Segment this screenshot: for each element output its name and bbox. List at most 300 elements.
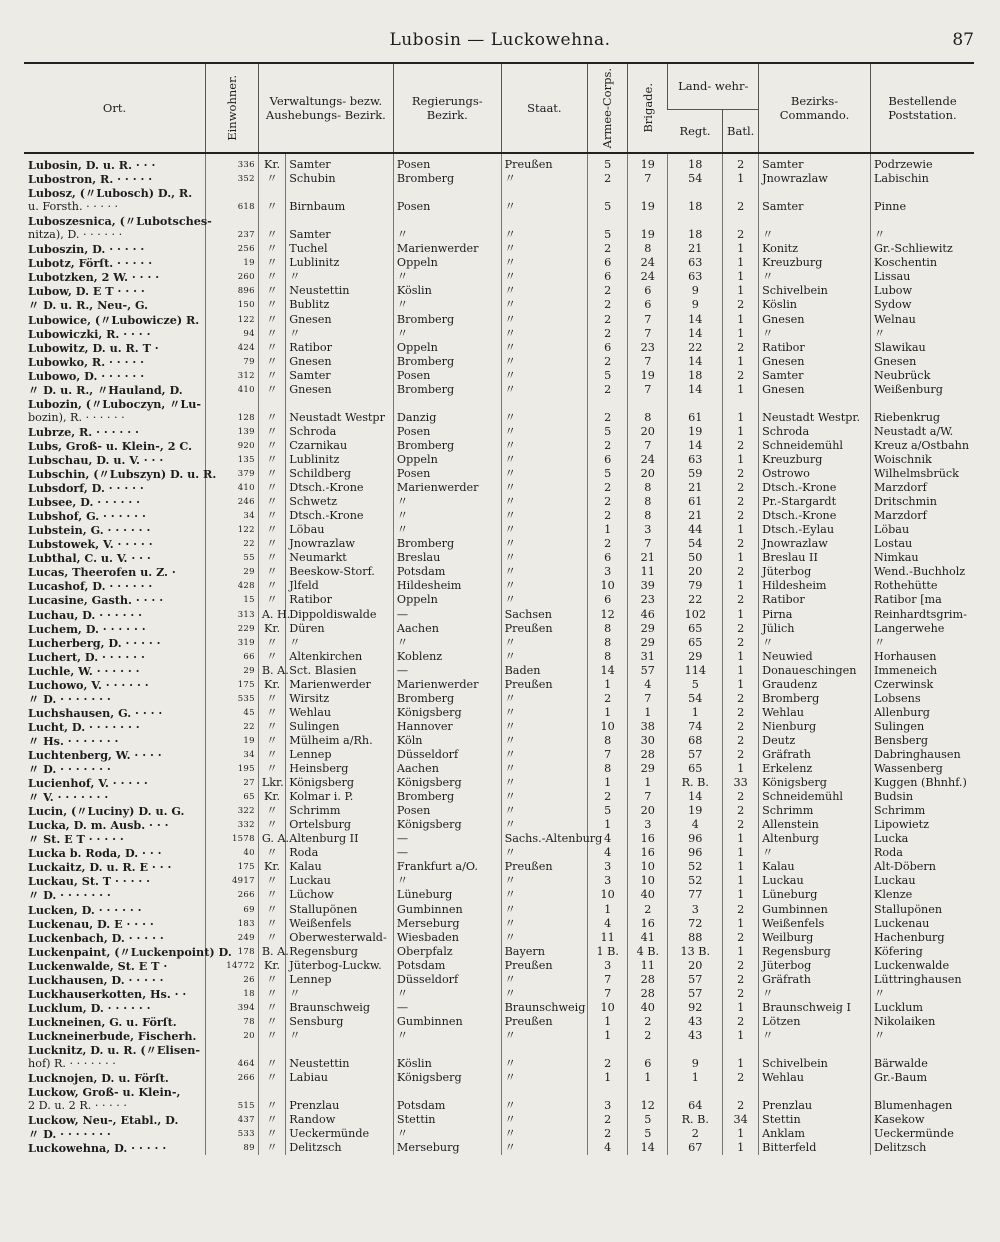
cell-ort: Luckenau, D. E · · · · (28, 916, 154, 931)
cell-bezirks-commando: Dtsch.-Krone (759, 509, 871, 523)
table-row (24, 1029, 974, 1043)
cell-einwohner: 336 (206, 153, 259, 172)
cell-armee-corps: 10 (588, 888, 628, 902)
cell-regierung: Marienwerder (393, 242, 501, 256)
cell-batl: 1 (723, 888, 759, 902)
cell-regierung: 〃 (393, 495, 501, 509)
cell-regierung: Bromberg (393, 537, 501, 551)
cell-batl: 1 (723, 1127, 759, 1141)
table-row (24, 1057, 974, 1071)
cell-bezirks-commando: Erkelenz (759, 762, 871, 776)
cell-brigade: 4 (628, 678, 668, 692)
cell-staat: 〃 (501, 720, 588, 734)
cell-ort: Lucherberg, D. · · · · · (28, 635, 161, 650)
cell-poststation: Lüttringhausen (870, 973, 974, 987)
cell-verwaltung: Wirsitz (286, 692, 394, 706)
cell-staat (501, 214, 588, 228)
cell-poststation: Luckau (870, 874, 974, 888)
cell-batl: 2 (723, 987, 759, 1001)
cell-batl: 2 (723, 706, 759, 720)
cell-batl: 1 (723, 172, 759, 186)
cell-ort: Luckhauserkotten, Hs. · · (28, 986, 187, 1001)
cell-verwaltung: Sct. Blasien (286, 664, 394, 678)
cell-bezirks-commando: 〃 (759, 1029, 871, 1043)
cell-batl: 33 (723, 776, 759, 790)
cell-regierung: Düsseldorf (393, 973, 501, 987)
cell-brigade: 8 (628, 411, 668, 425)
cell-armee-corps: 2 (588, 509, 628, 523)
cell-poststation: Ratibor [ma (870, 593, 974, 607)
cell-batl: 1 (723, 1001, 759, 1015)
table-row (24, 804, 974, 818)
cell-regierung: Merseburg (393, 1141, 501, 1155)
cell-brigade: 7 (628, 313, 668, 327)
cell-bezirks-commando: Jnowrazlaw (759, 537, 871, 551)
cell-ort: 2 D. u. 2 R. · · · · · (28, 1099, 127, 1113)
cell-bezirks-commando: Regensburg (759, 945, 871, 959)
cell-einwohner: 920 (206, 439, 259, 453)
cell-armee-corps: 2 (588, 790, 628, 804)
cell-bezirks-commando: Lötzen (759, 1015, 871, 1029)
cell-einwohner: 410 (206, 481, 259, 495)
cell-verwaltung (286, 214, 394, 228)
cell-regierung: Düsseldorf (393, 748, 501, 762)
cell-regierung: — (393, 608, 501, 622)
cell-verwaltung: Neumarkt (286, 551, 394, 565)
table-row (24, 790, 974, 804)
cell-regierung: Posen (393, 425, 501, 439)
cell-einwohner: 34 (206, 748, 259, 762)
cell-armee-corps: 8 (588, 636, 628, 650)
cell-batl: 1 (723, 832, 759, 846)
cell-poststation: Marzdorf (870, 509, 974, 523)
cell-batl: 2 (723, 804, 759, 818)
cell-batl: 2 (723, 818, 759, 832)
cell-armee-corps (588, 397, 628, 411)
cell-regierung: Merseburg (393, 917, 501, 931)
cell-batl: 1 (723, 355, 759, 369)
cell-batl: 2 (723, 495, 759, 509)
cell-armee-corps: 8 (588, 762, 628, 776)
cell-einwohner: 19 (206, 734, 259, 748)
cell-batl (723, 1043, 759, 1057)
cell-kreis-type (258, 214, 285, 228)
cell-regt: 5 (668, 678, 723, 692)
cell-armee-corps: 4 (588, 1141, 628, 1155)
cell-ort: bozin), R. · · · · · · (28, 410, 125, 424)
cell-regierung: Gumbinnen (393, 1015, 501, 1029)
cell-regt (668, 214, 723, 228)
cell-batl (723, 186, 759, 200)
cell-batl: 1 (723, 846, 759, 860)
cell-ort: 〃 D. u. R., Neu-, G. (28, 298, 149, 313)
cell-batl: 2 (723, 439, 759, 453)
table-row (24, 762, 974, 776)
cell-regt: 52 (668, 860, 723, 874)
cell-regierung: 〃 (393, 1029, 501, 1043)
cell-einwohner: 22 (206, 537, 259, 551)
cell-armee-corps: 6 (588, 551, 628, 565)
cell-verwaltung (286, 186, 394, 200)
cell-einwohner (206, 214, 259, 228)
cell-ort: 〃 D. u. R., 〃Hauland, D. (28, 382, 183, 397)
cell-poststation: Rothehütte (870, 579, 974, 593)
cell-poststation: Dabringhausen (870, 748, 974, 762)
cell-kreis-type: 〃 (258, 298, 285, 312)
cell-poststation: Stallupönen (870, 902, 974, 916)
cell-armee-corps: 1 (588, 902, 628, 916)
cell-bezirks-commando (759, 214, 871, 228)
cell-bezirks-commando: Graudenz (759, 678, 871, 692)
cell-armee-corps: 5 (588, 228, 628, 242)
cell-regt: R. B. (668, 776, 723, 790)
cell-regierung: Marienwerder (393, 481, 501, 495)
cell-brigade: 3 (628, 523, 668, 537)
cell-bezirks-commando: Ratibor (759, 593, 871, 607)
cell-poststation: Wilhelmsbrück (870, 467, 974, 481)
cell-kreis-type: 〃 (258, 593, 285, 607)
cell-regt: 61 (668, 495, 723, 509)
cell-regierung: Posen (393, 467, 501, 481)
cell-staat: 〃 (501, 987, 588, 1001)
cell-regt: 20 (668, 959, 723, 973)
table-row (24, 256, 974, 270)
cell-ort: Lubowitz, D. u. R. T · (28, 340, 159, 355)
cell-verwaltung: Neustettin (286, 1057, 394, 1071)
cell-kreis-type: 〃 (258, 748, 285, 762)
cell-einwohner: 15 (206, 593, 259, 607)
cell-einwohner: 533 (206, 1127, 259, 1141)
cell-einwohner: 352 (206, 172, 259, 186)
cell-poststation (870, 397, 974, 411)
cell-kreis-type (258, 397, 285, 411)
cell-batl: 2 (723, 228, 759, 242)
cell-verwaltung: Schildberg (286, 467, 394, 481)
cell-batl: 2 (723, 565, 759, 579)
cell-bezirks-commando: 〃 (759, 636, 871, 650)
cell-ort: Luchtenberg, W. · · · · (28, 747, 162, 762)
cell-kreis-type: 〃 (258, 481, 285, 495)
cell-staat: 〃 (501, 1113, 588, 1127)
cell-armee-corps: 1 (588, 678, 628, 692)
table-row (24, 341, 974, 355)
col-header-bezirks-commando: Bezirks- Commando. (759, 63, 871, 153)
cell-einwohner: 14772 (206, 959, 259, 973)
cell-armee-corps: 10 (588, 720, 628, 734)
cell-verwaltung: Jnowrazlaw (286, 537, 394, 551)
table-row (24, 425, 974, 439)
cell-poststation: Dritschmin (870, 495, 974, 509)
cell-batl: 34 (723, 1113, 759, 1127)
cell-regierung: Marienwerder (393, 678, 501, 692)
cell-staat (501, 1043, 588, 1057)
cell-regt: 9 (668, 298, 723, 312)
col-header-brigade (628, 63, 668, 153)
cell-poststation: Budsin (870, 790, 974, 804)
cell-verwaltung: Wehlau (286, 706, 394, 720)
cell-batl: 1 (723, 551, 759, 565)
table-row (24, 313, 974, 327)
cell-brigade: 40 (628, 1001, 668, 1015)
cell-bezirks-commando: Schivelbein (759, 1057, 871, 1071)
cell-batl: 2 (723, 593, 759, 607)
cell-regierung: Oppeln (393, 453, 501, 467)
cell-staat (501, 1085, 588, 1099)
cell-brigade: 19 (628, 153, 668, 172)
table-row (24, 1015, 974, 1029)
cell-brigade: 14 (628, 1141, 668, 1155)
cell-batl: 1 (723, 1057, 759, 1071)
cell-staat: 〃 (501, 256, 588, 270)
cell-armee-corps: 2 (588, 411, 628, 425)
cell-armee-corps: 4 (588, 846, 628, 860)
cell-regierung: Posen (393, 804, 501, 818)
cell-bezirks-commando (759, 397, 871, 411)
cell-ort: Luckenpaint, (〃Luckenpoint) D. (28, 944, 232, 959)
cell-verwaltung: Labiau (286, 1071, 394, 1085)
cell-staat: 〃 (501, 467, 588, 481)
cell-einwohner: 1578 (206, 832, 259, 846)
cell-armee-corps: 3 (588, 1099, 628, 1113)
cell-poststation: Riebenkrug (870, 411, 974, 425)
cell-batl: 1 (723, 650, 759, 664)
cell-kreis-type: 〃 (258, 1029, 285, 1043)
cell-staat: 〃 (501, 270, 588, 284)
cell-regierung: Posen (393, 200, 501, 214)
cell-poststation: Schrimm (870, 804, 974, 818)
cell-batl: 1 (723, 453, 759, 467)
cell-bezirks-commando: Neustadt Westpr. (759, 411, 871, 425)
cell-armee-corps: 2 (588, 1057, 628, 1071)
cell-regt: 14 (668, 327, 723, 341)
cell-regt (668, 186, 723, 200)
cell-poststation: 〃 (870, 987, 974, 1001)
cell-armee-corps: 1 (588, 818, 628, 832)
cell-kreis-type: 〃 (258, 383, 285, 397)
cell-batl: 2 (723, 790, 759, 804)
cell-ort: Lucklum, D. · · · · · · (28, 1000, 151, 1015)
cell-brigade: 46 (628, 608, 668, 622)
table-row (24, 1071, 974, 1085)
cell-regierung: Königsberg (393, 818, 501, 832)
cell-staat: 〃 (501, 341, 588, 355)
cell-ort: Luckau, St. T · · · · · (28, 874, 151, 889)
cell-regierung: Bromberg (393, 790, 501, 804)
table-row (24, 355, 974, 369)
cell-poststation (870, 214, 974, 228)
cell-armee-corps: 11 (588, 931, 628, 945)
cell-bezirks-commando (759, 186, 871, 200)
cell-regierung: Oppeln (393, 256, 501, 270)
cell-staat: Preußen (501, 678, 588, 692)
cell-regierung: 〃 (393, 509, 501, 523)
cell-ort: Luchshausen, G. · · · · (28, 705, 163, 720)
cell-bezirks-commando: Schneidemühl (759, 439, 871, 453)
cell-bezirks-commando: Schivelbein (759, 284, 871, 298)
cell-brigade: 7 (628, 439, 668, 453)
cell-poststation: 〃 (870, 228, 974, 242)
cell-bezirks-commando: Schroda (759, 425, 871, 439)
cell-poststation: Lobsens (870, 692, 974, 706)
cell-poststation: Bensberg (870, 734, 974, 748)
cell-bezirks-commando: Wehlau (759, 1071, 871, 1085)
cell-poststation: Lostau (870, 537, 974, 551)
cell-armee-corps: 1 (588, 1015, 628, 1029)
cell-einwohner: 312 (206, 369, 259, 383)
cell-kreis-type: 〃 (258, 425, 285, 439)
cell-regierung: Oppeln (393, 593, 501, 607)
cell-batl: 2 (723, 959, 759, 973)
cell-regt: 21 (668, 509, 723, 523)
cell-batl: 1 (723, 664, 759, 678)
cell-poststation: Welnau (870, 313, 974, 327)
cell-kreis-type: 〃 (258, 495, 285, 509)
cell-staat: 〃 (501, 706, 588, 720)
cell-batl: 1 (723, 762, 759, 776)
cell-batl: 1 (723, 1029, 759, 1043)
cell-poststation: Hachenburg (870, 931, 974, 945)
table-row (24, 1113, 974, 1127)
table-row (24, 411, 974, 425)
cell-regt: 65 (668, 762, 723, 776)
table-row (24, 228, 974, 242)
cell-staat: 〃 (501, 888, 588, 902)
cell-brigade: 10 (628, 874, 668, 888)
cell-poststation: Slawikau (870, 341, 974, 355)
cell-armee-corps: 5 (588, 369, 628, 383)
cell-poststation: Marzdorf (870, 481, 974, 495)
table-row (24, 1043, 974, 1057)
cell-einwohner: 618 (206, 200, 259, 214)
cell-bezirks-commando: 〃 (759, 270, 871, 284)
cell-bezirks-commando (759, 1043, 871, 1057)
cell-bezirks-commando: Ostrowo (759, 467, 871, 481)
table-row (24, 874, 974, 888)
cell-armee-corps (588, 186, 628, 200)
cell-staat: Preußen (501, 959, 588, 973)
cell-bezirks-commando: Luckau (759, 874, 871, 888)
cell-regierung: Hildesheim (393, 579, 501, 593)
cell-brigade: 2 (628, 1015, 668, 1029)
cell-regt: 92 (668, 1001, 723, 1015)
cell-ort: Lucht, D. · · · · · · · (28, 719, 140, 734)
cell-regt: 54 (668, 537, 723, 551)
table-row (24, 383, 974, 397)
cell-einwohner (206, 186, 259, 200)
cell-ort: Lubschin, (〃Lubszyn) D. u. R. (28, 467, 217, 482)
cell-verwaltung: Altenburg II (286, 832, 394, 846)
cell-armee-corps: 5 (588, 153, 628, 172)
cell-ort: Lucken, D. · · · · · · (28, 902, 142, 917)
cell-staat: 〃 (501, 172, 588, 186)
cell-staat: 〃 (501, 1029, 588, 1043)
cell-batl: 1 (723, 425, 759, 439)
cell-brigade: 7 (628, 355, 668, 369)
table-row (24, 1141, 974, 1155)
cell-armee-corps: 2 (588, 172, 628, 186)
cell-brigade: 28 (628, 987, 668, 1001)
cell-brigade (628, 397, 668, 411)
cell-staat: 〃 (501, 776, 588, 790)
cell-verwaltung: Tuchel (286, 242, 394, 256)
cell-brigade: 7 (628, 537, 668, 551)
cell-staat: 〃 (501, 495, 588, 509)
cell-ort: Lubsee, D. · · · · · · (28, 495, 141, 510)
cell-kreis-type: 〃 (258, 650, 285, 664)
col-header-brigade-label: Brigade. (640, 83, 655, 133)
cell-verwaltung: Gnesen (286, 313, 394, 327)
cell-kreis-type: 〃 (258, 537, 285, 551)
cell-poststation: Sulingen (870, 720, 974, 734)
cell-verwaltung: Birnbaum (286, 200, 394, 214)
cell-verwaltung: Lublinitz (286, 453, 394, 467)
cell-einwohner: 29 (206, 565, 259, 579)
cell-kreis-type (258, 1043, 285, 1057)
cell-brigade: 23 (628, 593, 668, 607)
cell-regt: 9 (668, 284, 723, 298)
cell-ort: Lubowko, R. · · · · · (28, 354, 145, 369)
table-row (24, 664, 974, 678)
cell-verwaltung: Delitzsch (286, 1141, 394, 1155)
cell-kreis-type (258, 186, 285, 200)
cell-einwohner: 79 (206, 355, 259, 369)
cell-staat: Preußen (501, 153, 588, 172)
cell-regt: 2 (668, 1127, 723, 1141)
cell-ort: 〃 D. · · · · · · · (28, 888, 111, 903)
cell-ort: hof) R. · · · · · · · (28, 1057, 116, 1071)
cell-verwaltung: Ratibor (286, 593, 394, 607)
cell-bezirks-commando: Neuwied (759, 650, 871, 664)
cell-kreis-type: 〃 (258, 1113, 285, 1127)
col-header-landwehr: Land- wehr- (668, 63, 759, 109)
cell-brigade: 1 (628, 1071, 668, 1085)
cell-poststation: Gr.-Schliewitz (870, 242, 974, 256)
cell-regierung: 〃 (393, 270, 501, 284)
cell-einwohner: 246 (206, 495, 259, 509)
table-row (24, 200, 974, 214)
table-row (24, 931, 974, 945)
cell-regt: 14 (668, 355, 723, 369)
cell-poststation: Blumenhagen (870, 1099, 974, 1113)
cell-regierung: Oberpfalz (393, 945, 501, 959)
cell-ort: Lubstein, G. · · · · · · (28, 523, 151, 538)
cell-regt: 3 (668, 902, 723, 916)
cell-regierung: 〃 (393, 327, 501, 341)
cell-ort: Luckow, Groß- u. Klein-, (28, 1085, 181, 1100)
cell-poststation: Roda (870, 846, 974, 860)
cell-einwohner: 27 (206, 776, 259, 790)
cell-poststation: Weißenburg (870, 383, 974, 397)
cell-batl: 2 (723, 298, 759, 312)
cell-verwaltung: Randow (286, 1113, 394, 1127)
cell-brigade: 6 (628, 284, 668, 298)
col-header-armee-corps-label: Armee-Corps. (600, 67, 615, 149)
cell-kreis-type: 〃 (258, 818, 285, 832)
cell-einwohner: 332 (206, 818, 259, 832)
cell-regt: 63 (668, 270, 723, 284)
cell-bezirks-commando: Dtsch.-Eylau (759, 523, 871, 537)
cell-einwohner: 515 (206, 1099, 259, 1113)
cell-ort: Luckow, Neu-, Etabl., D. (28, 1113, 179, 1128)
cell-regt: 29 (668, 650, 723, 664)
cell-bezirks-commando: Jnowrazlaw (759, 172, 871, 186)
cell-armee-corps: 10 (588, 579, 628, 593)
cell-kreis-type: 〃 (258, 902, 285, 916)
cell-batl: 2 (723, 720, 759, 734)
cell-verwaltung: Sensburg (286, 1015, 394, 1029)
cell-batl: 2 (723, 537, 759, 551)
cell-regt: 14 (668, 383, 723, 397)
